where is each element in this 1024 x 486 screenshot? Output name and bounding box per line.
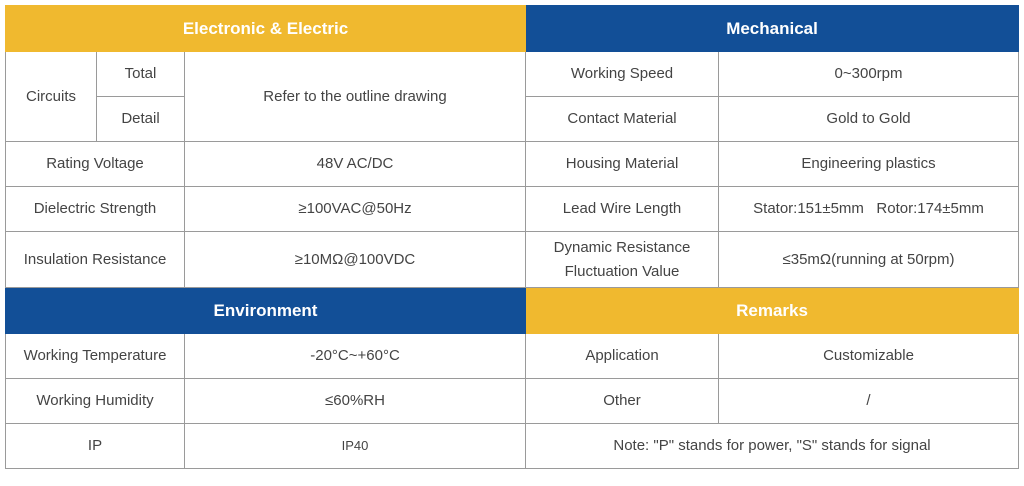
ip-label: IP	[6, 424, 185, 469]
lead-wire-label: Lead Wire Length	[526, 187, 719, 232]
working-temperature-label: Working Temperature	[6, 334, 185, 379]
table-row	[6, 142, 1019, 187]
table-row	[6, 232, 1019, 288]
dynamic-resistance-value: ≤35mΩ(running at 50rpm)	[719, 232, 1019, 288]
insulation-value: ≥10MΩ@100VDC	[185, 232, 526, 288]
lead-wire-value: Stator:151±5mm Rotor:174±5mm	[719, 187, 1019, 232]
spec-table-wrapper	[5, 5, 1018, 469]
rating-voltage-value: 48V AC/DC	[185, 142, 526, 187]
header-row-bottom	[6, 288, 1019, 334]
section-header-environment: Environment	[6, 288, 526, 334]
housing-material-value: Engineering plastics	[719, 142, 1019, 187]
table-row	[6, 424, 1019, 469]
insulation-label: Insulation Resistance	[6, 232, 185, 288]
working-temperature-value: -20°C~+60°C	[185, 334, 526, 379]
rating-voltage-label: Rating Voltage	[6, 142, 185, 187]
circuits-label: Circuits	[6, 52, 97, 142]
table-row	[6, 379, 1019, 424]
contact-material-value: Gold to Gold	[719, 97, 1019, 142]
working-humidity-label: Working Humidity	[6, 379, 185, 424]
table-row	[6, 187, 1019, 232]
working-speed-label: Working Speed	[526, 52, 719, 97]
dielectric-value: ≥100VAC@50Hz	[185, 187, 526, 232]
circuits-value: Refer to the outline drawing	[185, 52, 526, 142]
application-label: Application	[526, 334, 719, 379]
ip-value: IP40	[185, 424, 526, 469]
dynamic-label-line-1: Dynamic Resistance	[553, 238, 691, 256]
table-row	[6, 334, 1019, 379]
working-humidity-value: ≤60%RH	[185, 379, 526, 424]
section-header-remarks: Remarks	[526, 288, 1019, 334]
total-label: Total	[97, 52, 185, 97]
housing-material-label: Housing Material	[526, 142, 719, 187]
dielectric-label: Dielectric Strength	[6, 187, 185, 232]
detail-label: Detail	[97, 97, 185, 142]
other-value: /	[719, 379, 1019, 424]
working-speed-value: 0~300rpm	[719, 52, 1019, 97]
dynamic-label-line-2: Fluctuation Value	[564, 262, 680, 280]
other-label: Other	[526, 379, 719, 424]
table-row	[6, 52, 1019, 97]
header-row-top	[6, 6, 1019, 52]
spec-table	[5, 5, 1019, 469]
remarks-note: Note: "P" stands for power, "S" stands for signal	[526, 424, 1019, 469]
section-header-mechanical: Mechanical	[526, 6, 1019, 52]
contact-material-label: Contact Material	[526, 97, 719, 142]
dynamic-resistance-label	[526, 232, 719, 288]
application-value: Customizable	[719, 334, 1019, 379]
section-header-electronic: Electronic & Electric	[6, 6, 526, 52]
